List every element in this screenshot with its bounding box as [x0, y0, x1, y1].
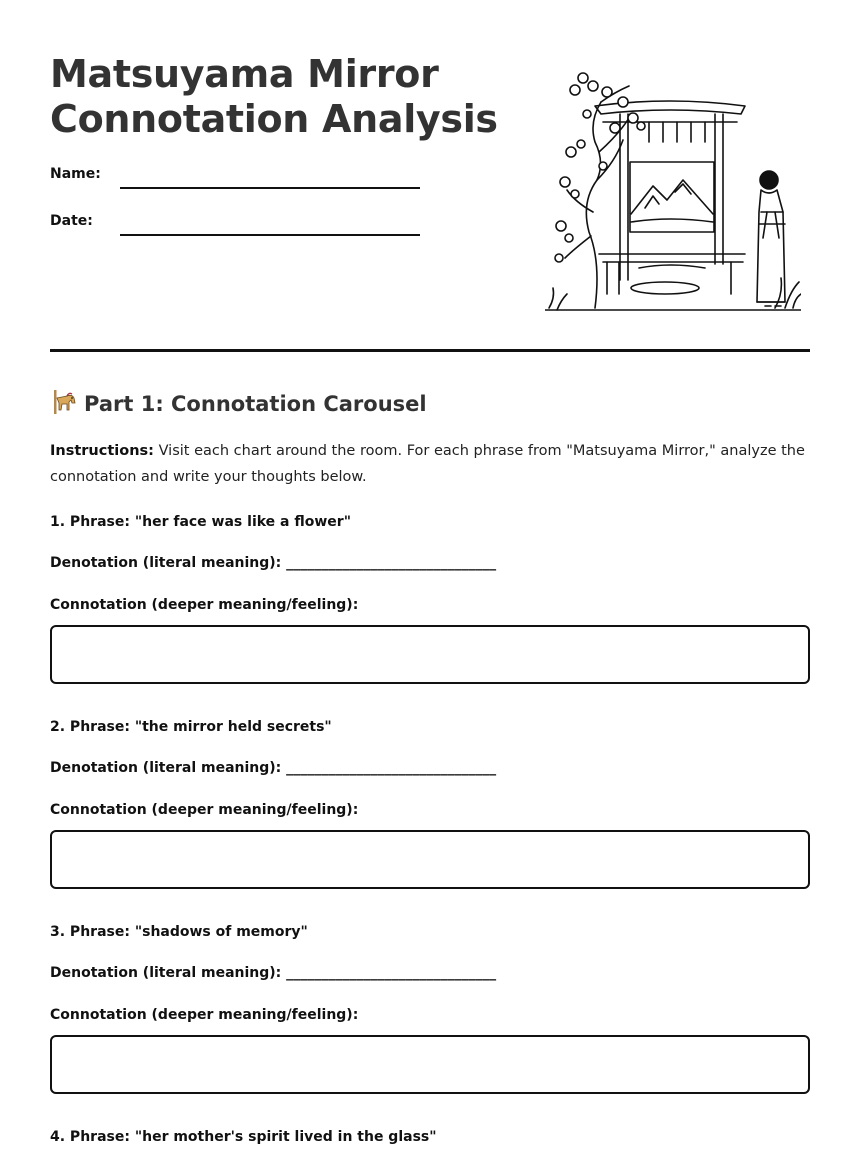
question-1-denotation[interactable]: Denotation (literal meaning): ______________________________ — [50, 555, 497, 571]
question-1-answer-box[interactable] — [50, 625, 810, 684]
garden-mirror-woman-illustration — [545, 62, 801, 314]
date-label: Date: — [50, 213, 93, 229]
question-3-connotation-label: Connotation (deeper meaning/feeling): — [50, 1007, 359, 1023]
part1-title-text: Part 1: Connotation Carousel — [84, 392, 427, 416]
question-3-phrase: 3. Phrase: "shadows of memory" — [50, 924, 308, 940]
name-field[interactable] — [50, 166, 420, 190]
worksheet-page — [50, 0, 810, 1161]
question-2-denotation[interactable]: Denotation (literal meaning): ______________________________ — [50, 760, 497, 776]
instructions-label: Instructions: — [50, 443, 154, 459]
title-line-1: Matsuyama Mirror — [50, 52, 439, 96]
title-line-2: Connotation Analysis — [50, 97, 498, 141]
name-line[interactable] — [120, 187, 420, 189]
header-divider — [50, 349, 810, 352]
name-label: Name: — [50, 166, 101, 182]
question-4-phrase: 4. Phrase: "her mother's spirit lived in the glass" — [50, 1129, 437, 1145]
carousel-horse-emoji-icon — [50, 388, 78, 416]
question-3-answer-box[interactable] — [50, 1035, 810, 1094]
worksheet-title — [50, 52, 510, 142]
part1-instructions — [50, 438, 810, 490]
part1-title — [50, 388, 427, 416]
question-2-phrase: 2. Phrase: "the mirror held secrets" — [50, 719, 332, 735]
date-field[interactable] — [50, 213, 420, 237]
instructions-text: Visit each chart around the room. For each phrase from "Matsuyama Mirror," analyze the connotation and write your thoughts below. — [50, 443, 805, 485]
question-1-phrase: 1. Phrase: "her face was like a flower" — [50, 514, 351, 530]
question-2-answer-box[interactable] — [50, 830, 810, 889]
date-line[interactable] — [120, 234, 420, 236]
question-1-connotation-label: Connotation (deeper meaning/feeling): — [50, 597, 359, 613]
question-3-denotation[interactable]: Denotation (literal meaning): ______________________________ — [50, 965, 497, 981]
question-2-connotation-label: Connotation (deeper meaning/feeling): — [50, 802, 359, 818]
